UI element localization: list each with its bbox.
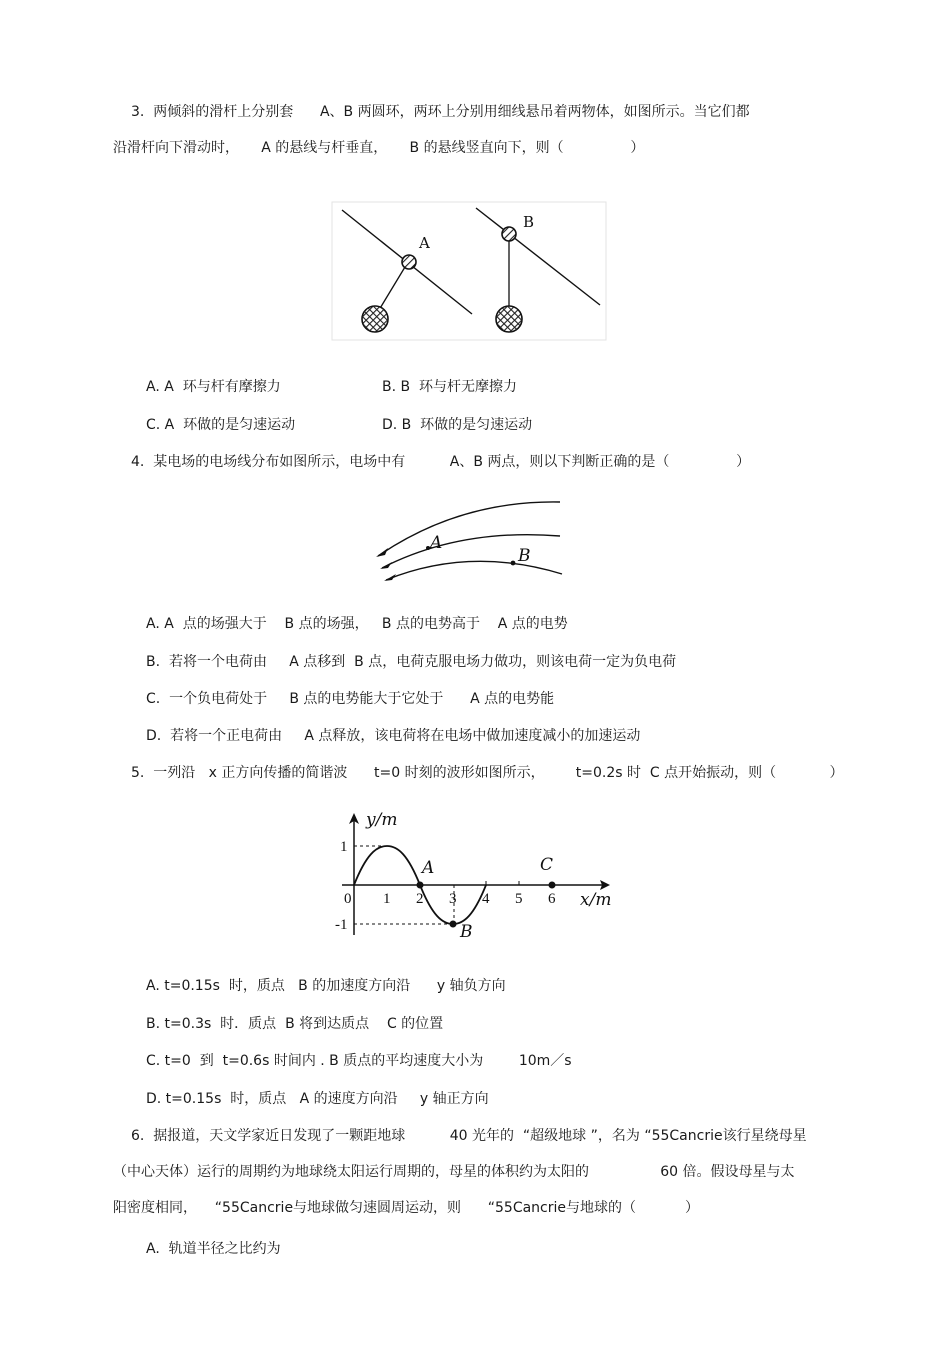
label-a: A: [419, 234, 430, 252]
q4-option-d: D. 若将一个正电荷由 A 点释放，该电荷将在电场中做加速度减小的加速运动: [146, 728, 641, 744]
label-b: B: [518, 546, 531, 566]
q3-option-b: B. B 环与杆无摩擦力: [382, 379, 518, 395]
y-axis-label: y/m: [366, 810, 398, 830]
field-line-3: [386, 561, 562, 580]
q3-option-a: A. A 环与杆有摩擦力: [146, 379, 281, 395]
label-a: A: [430, 533, 443, 553]
q4-option-a: A. A 点的场强大于 B 点的场强， B 点的电势高于 A 点的电势: [146, 616, 568, 632]
q5-option-a: A. t=0.15s 时，质点 B 的加速度方向沿 y 轴负方向: [146, 978, 506, 994]
q4-stem: 4. 某电场的电场线分布如图所示，电场中有 A、B 两点，则以下判断正确的是（ ）: [131, 454, 751, 470]
field-line-1: [378, 502, 560, 556]
arrow-2: [380, 562, 392, 569]
x-tick-6: 6: [548, 891, 556, 907]
point-b-dot: [511, 561, 516, 566]
ring-b: [502, 227, 516, 241]
x-tick-5: 5: [515, 891, 523, 907]
q6-stem-line1: 6. 据报道，天文学家近日发现了一颗距地球 40 光年的 “超级地球 ”，名为 “55Cancrie该行星绕母星: [131, 1128, 807, 1144]
x-tick-1: 1: [383, 891, 391, 907]
x-tick-3: 3: [449, 891, 457, 907]
y-tick-neg1: -1: [335, 917, 348, 933]
point-a-dot: [417, 882, 424, 889]
q6-stem-line3: 阳密度相同， “55Cancrie与地球做匀速圆周运动，则 “55Cancrie与地球的（ ）: [113, 1200, 699, 1216]
y-tick-1: 1: [340, 839, 348, 855]
point-b-label: B: [460, 922, 473, 942]
q5-option-b: B. t=0.3s 时．质点 B 将到达质点 C 的位置: [146, 1016, 444, 1032]
q5-option-d: D. t=0.15s 时，质点 A 的速度方向沿 y 轴正方向: [146, 1091, 489, 1107]
rod-b: [476, 208, 600, 305]
x-tick-0: 0: [344, 891, 352, 907]
label-b: B: [523, 213, 535, 231]
q6-option-a: A. 轨道半径之比约为: [146, 1241, 281, 1257]
q3-stem-line2: 沿滑杆向下滑动时， A 的悬线与杆垂直， B 的悬线竖直向下，则（ ）: [113, 140, 645, 156]
point-a-label: A: [422, 858, 435, 878]
q4-field-lines-figure: [370, 490, 570, 590]
point-b-dot: [450, 921, 457, 928]
ring-a: [402, 255, 416, 269]
q5-wave-figure: [330, 805, 620, 945]
q5-option-c: C. t=0 到 t=0.6s 时间内 . B 质点的平均速度大小为 10m／s: [146, 1053, 572, 1069]
arrow-1: [376, 548, 388, 557]
q3-option-d: D. B 环做的是匀速运动: [382, 417, 533, 433]
q3-option-c: C. A 环做的是匀速运动: [146, 417, 296, 433]
q3-stem-line1: 3. 两倾斜的滑杆上分别套 A、B 两圆环，两环上分别用细线悬吊着两物体，如图所示。当它们都: [131, 104, 750, 120]
q4-option-c: C. 一个负电荷处于 B 点的电势能大于它处于 A 点的电势能: [146, 691, 555, 707]
q6-stem-line2: （中心天体）运行的周期约为地球绕太阳运行周期的，母星的体积约为太阳的 60 倍。假设母星与太: [113, 1164, 795, 1180]
string-a: [379, 267, 405, 310]
x-tick-2: 2: [416, 891, 424, 907]
q5-stem: 5. 一列沿 x 正方向传播的简谐波 t=0 时刻的波形如图所示， t=0.2s 时 C 点开始振动，则（ ）: [131, 765, 844, 781]
point-c-label: C: [540, 855, 554, 875]
x-axis-label: x/m: [580, 890, 612, 910]
x-tick-4: 4: [482, 891, 490, 907]
field-line-2: [382, 535, 560, 568]
q4-option-b: B. 若将一个电荷由 A 点移到 B 点，电荷克服电场力做功，则该电荷一定为负电荷: [146, 654, 677, 670]
point-c-dot: [549, 882, 556, 889]
q3-figure: [330, 200, 608, 342]
